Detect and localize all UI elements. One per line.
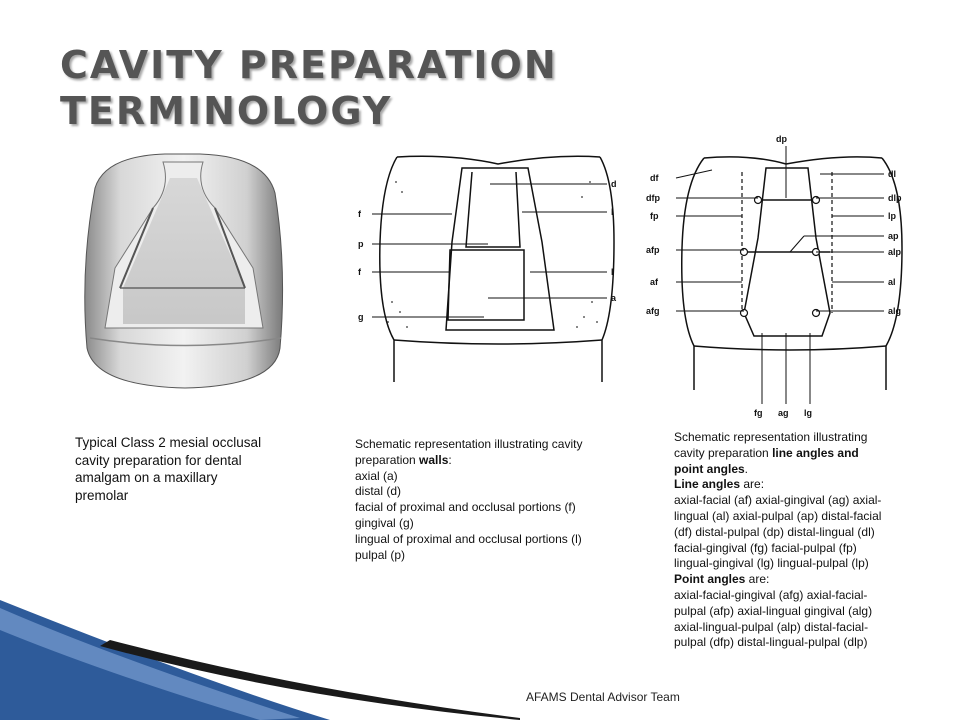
wall-item: axial (a) bbox=[355, 468, 398, 483]
stipple bbox=[387, 181, 598, 328]
caption-line bbox=[674, 477, 881, 493]
caption-line: Schematic representation illustrating bbox=[674, 430, 868, 444]
point-angle-item: pulpal (dfp) distal-lingual-pulpal (dlp) bbox=[674, 635, 868, 650]
point-angles-heading: Point angles bbox=[674, 572, 746, 587]
line-angle-item: lingual (al) axial-pulpal (ap) distal-facial bbox=[674, 508, 882, 523]
wall-label-right: d bbox=[611, 179, 617, 189]
tooth-photo bbox=[75, 148, 290, 393]
line-angle-item: axial-facial (af) axial-gingival (ag) axial- bbox=[674, 493, 882, 508]
walls-caption bbox=[355, 437, 582, 563]
slide-title bbox=[60, 42, 558, 134]
angle-label-bottom: fg bbox=[754, 408, 763, 418]
caption-text: are: bbox=[745, 572, 770, 587]
wall-item: facial of proximal and occlusal portions (f) bbox=[355, 500, 576, 515]
angle-label-left: afg bbox=[646, 306, 660, 316]
caption-line: Typical Class 2 mesial occlusal bbox=[75, 435, 262, 450]
caption-text: : bbox=[448, 452, 452, 467]
line-angle-item: facial-gingival (fg) facial-pulpal (fp) bbox=[674, 540, 857, 555]
footer-credit: AFAMS Dental Advisor Team bbox=[526, 690, 680, 704]
angle-label-left: afp bbox=[646, 245, 660, 255]
angle-label-bottom: lg bbox=[804, 408, 812, 418]
caption-text: are: bbox=[740, 477, 765, 492]
angle-label-right: al bbox=[888, 277, 896, 287]
wall-label-right: l bbox=[611, 267, 614, 277]
dashed-lines bbox=[742, 172, 832, 313]
title-line-1: CAVITY PREPARATION bbox=[60, 43, 558, 87]
caption-line bbox=[674, 572, 881, 588]
caption-bold: point angles bbox=[674, 461, 745, 476]
photo-caption bbox=[75, 434, 261, 504]
angle-label-right: dl bbox=[888, 169, 896, 179]
wall-label-left: f bbox=[358, 267, 361, 277]
tooth-outline bbox=[682, 157, 902, 390]
caption-line: amalgam on a maxillary bbox=[75, 470, 218, 485]
point-angle-item: pulpal (afp) axial-lingual gingival (alg) bbox=[674, 603, 873, 618]
wall-label-right: l bbox=[611, 207, 614, 217]
wall-item: gingival (g) bbox=[355, 515, 414, 530]
leader-lines bbox=[676, 146, 884, 404]
line-angles-heading: Line angles bbox=[674, 477, 741, 492]
title-line-2: TERMINOLOGY bbox=[60, 89, 393, 133]
angle-label-left: af bbox=[650, 277, 659, 287]
wall-item: lingual of proximal and occlusal portions (l) bbox=[355, 531, 582, 546]
angle-label-bottom: ag bbox=[778, 408, 789, 418]
point-angle-markers bbox=[741, 197, 820, 317]
caption-bold: line angles and bbox=[772, 445, 859, 460]
wall-label-left: p bbox=[358, 239, 364, 249]
caption-text: preparation bbox=[355, 452, 420, 467]
tooth-outline bbox=[380, 156, 614, 382]
angle-label-top: dp bbox=[776, 134, 787, 144]
caption-line bbox=[674, 446, 881, 462]
point-angle-item: axial-facial-gingival (afg) axial-facial- bbox=[674, 587, 868, 602]
wall-item: distal (d) bbox=[355, 484, 402, 499]
caption-bold: walls bbox=[419, 452, 449, 467]
caption-line: Schematic representation illustrating cavity bbox=[355, 437, 583, 451]
line-angle-item: (df) distal-pulpal (dp) distal-lingual (dl) bbox=[674, 524, 875, 539]
wall-label-right: a bbox=[611, 293, 617, 303]
angle-label-right: lp bbox=[888, 211, 896, 221]
wall-item: pulpal (p) bbox=[355, 547, 406, 562]
caption-text: cavity preparation bbox=[674, 445, 773, 460]
caption-text: . bbox=[744, 461, 749, 476]
walls-diagram bbox=[352, 152, 627, 392]
angle-label-left: fp bbox=[650, 211, 659, 221]
angle-label-right: ap bbox=[888, 231, 899, 241]
caption-line: cavity preparation for dental bbox=[75, 452, 242, 468]
wall-label-left: f bbox=[358, 209, 361, 219]
angle-label-right: alg bbox=[888, 306, 902, 316]
point-angle-item: axial-lingual-pulpal (alp) distal-facial- bbox=[674, 619, 869, 634]
angles-diagram bbox=[640, 128, 918, 420]
decorative-wave bbox=[0, 600, 960, 725]
angle-label-left: dfp bbox=[646, 193, 660, 203]
caption-line bbox=[355, 453, 582, 469]
line-angle-item: lingual-gingival (lg) lingual-pulpal (lp) bbox=[674, 556, 869, 571]
angle-label-right: dlp bbox=[888, 193, 902, 203]
angle-label-left: df bbox=[650, 173, 659, 183]
angle-label-right: alp bbox=[888, 247, 902, 257]
caption-line: premolar bbox=[75, 487, 129, 503]
wall-label-left: g bbox=[358, 312, 364, 322]
caption-line bbox=[674, 462, 881, 478]
